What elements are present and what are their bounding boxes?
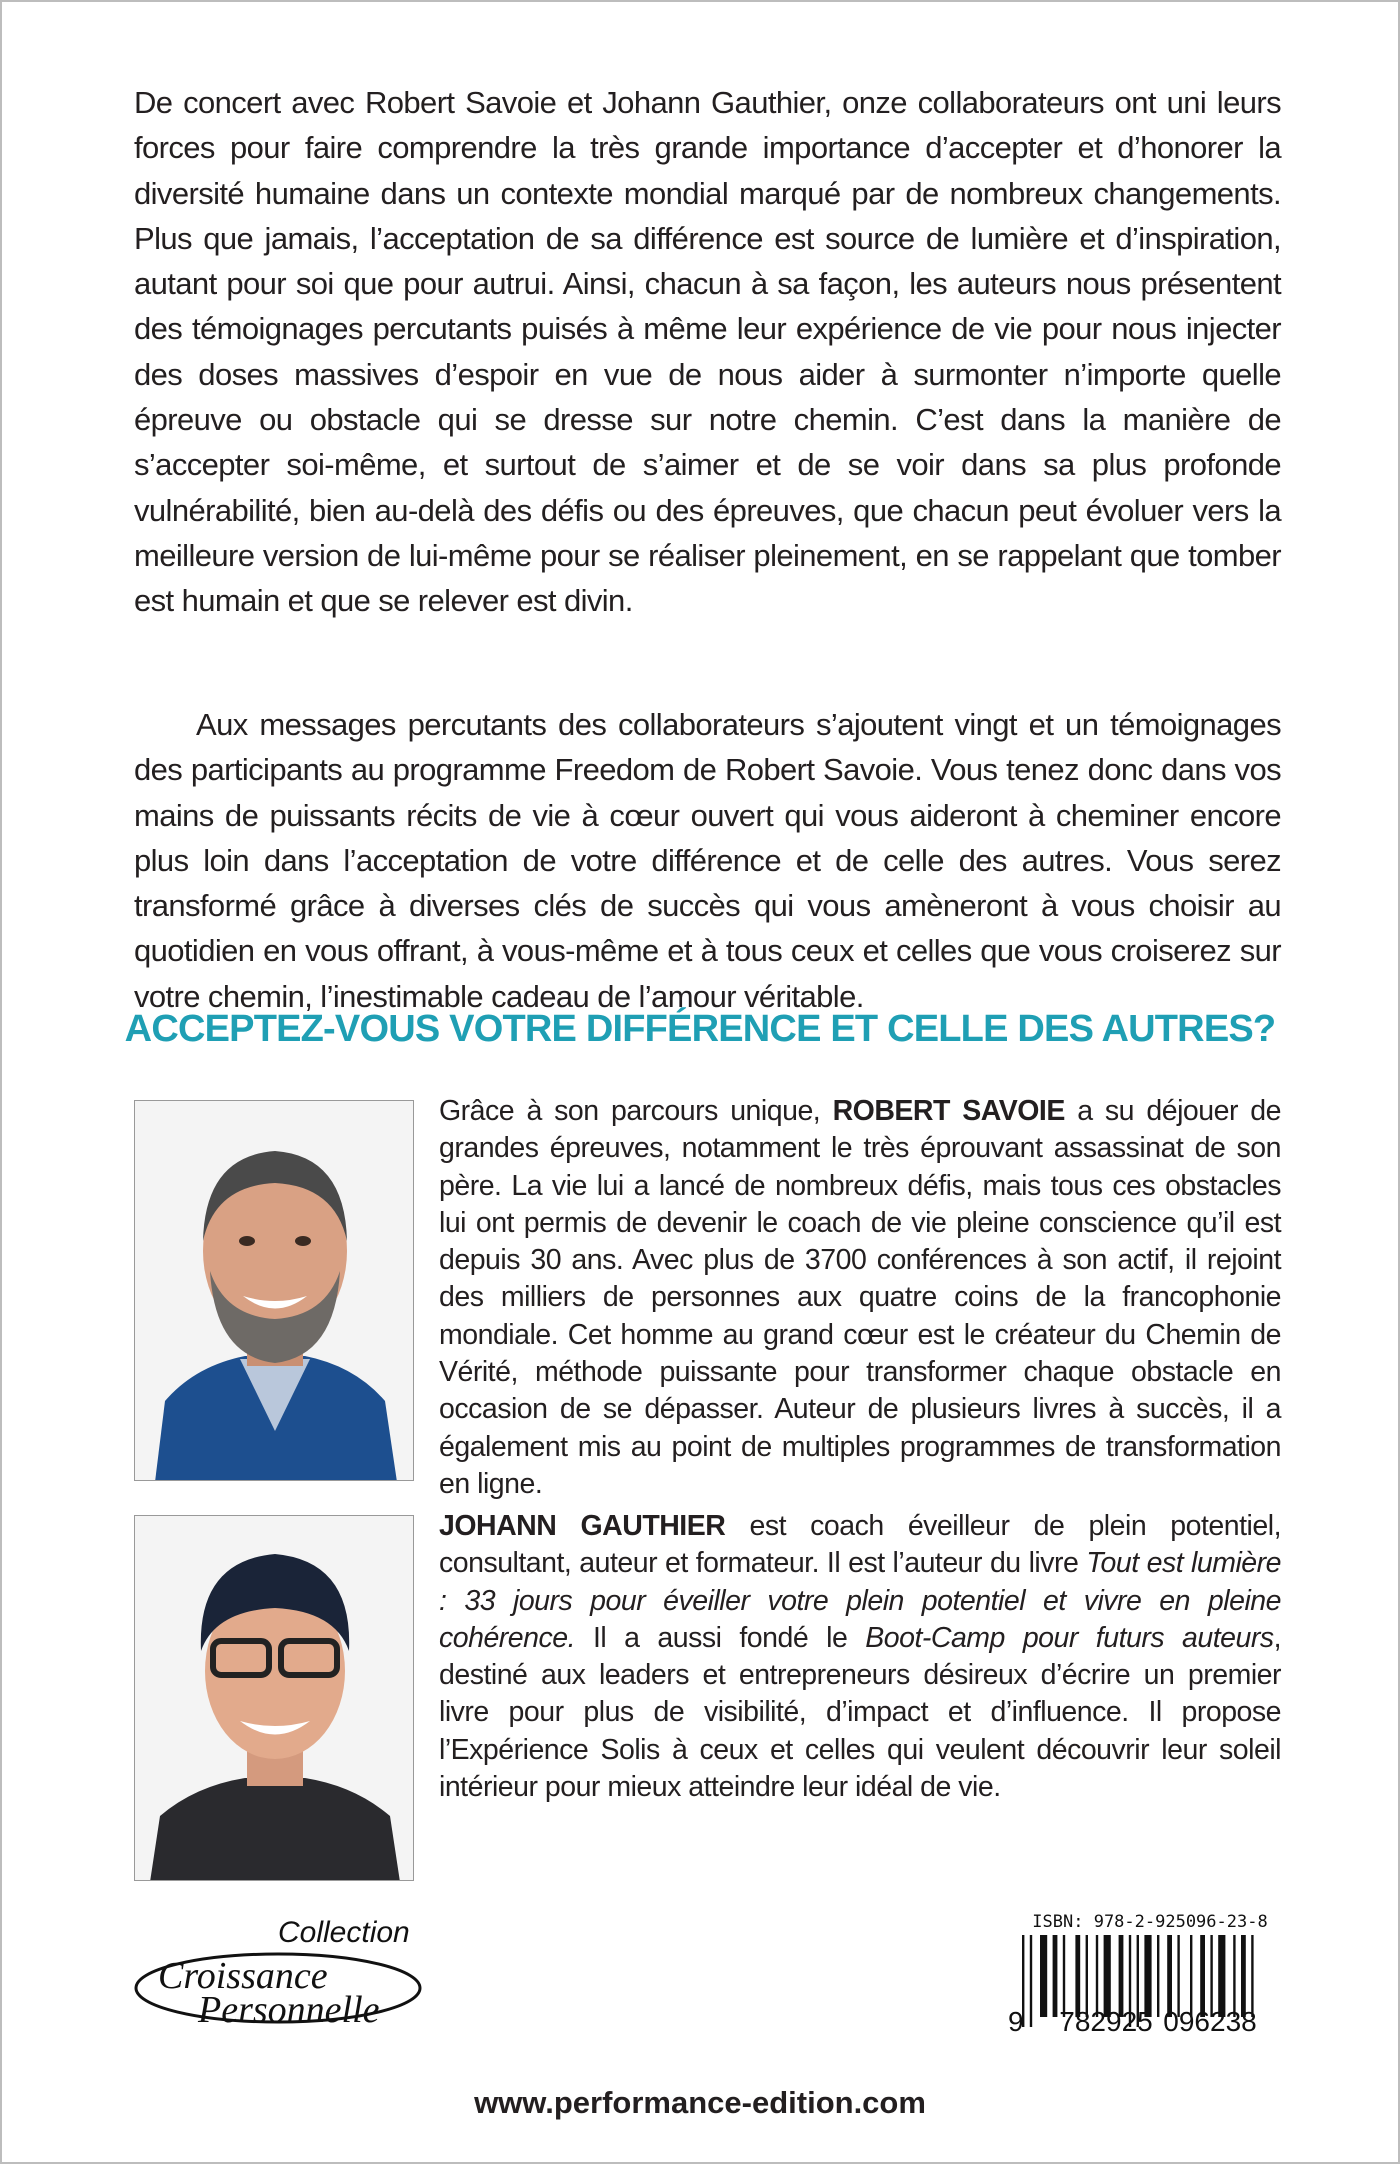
robert-savoie-bio	[439, 1093, 1281, 1503]
book-title: Tout est lumière : 33 jours pour éveiller votre plein potentiel et vivre en pleine cohérence.	[439, 1547, 1281, 1654]
intro-paragraph-2: Aux messages percutants des collaborateurs s’ajoutent vingt et un témoignages des participants au programme Freedom de Robert Savoie. Vous tenez donc dans vos mains de puissants récits de vie à cœur ouvert qui vous aideront à cheminer encore plus loin dans l’acceptation de votre différence et de celle des autres. Vous serez transformé grâce à diverses clés de succès qui vous amèneront à vous choisir au quotidien en vous offrant, à vous-même et à tous ceux et celles que vous croiserez sur votre chemin, l’inestimable cadeau de l’amour véritable.	[134, 707, 1281, 1014]
barcode-bar	[1096, 1935, 1098, 2017]
logo-collection-text: Collection	[278, 1916, 410, 1949]
barcode-bar	[1030, 1935, 1032, 2027]
barcode-bar	[1251, 1935, 1253, 2017]
isbn-digits-right: 096238	[1163, 2006, 1257, 2035]
barcode-bar	[1144, 1935, 1151, 2017]
collection-logo	[128, 1910, 428, 2035]
barcode-bar	[1086, 1935, 1088, 2017]
johann-gauthier-photo	[134, 1515, 414, 1881]
bio-text: Grâce à son parcours unique,	[439, 1095, 833, 1127]
intro-paragraph-1: De concert avec Robert Savoie et Johann Gauthier, onze collaborateurs ont uni leurs forces pour faire comprendre la très grande importance d’accepter et d’honorer la diversité humaine dans un contexte mondial marqué par de nombreux changements. Plus que jamais, l’acceptation de sa différence est source de lumière et d’inspiration, autant pour soi que pour autrui. Ainsi, chacun à sa façon, les auteurs nous présentent des témoignages percutants puisés à même leur expérience de vie pour nous injecter des doses massives d’espoir en vue de nous aider à surmonter n’importe quelle épreuve ou obstacle qui se dresse sur notre chemin. C’est dans la manière de s’accepter soi-même, et surtout de s’aimer et de se voir dans sa plus profonde vulnérabilité, bien au-delà des défis ou des épreuves, que chacun peut évoluer vers la meilleure version de lui-même pour se réaliser pleinement, en se rappelant que tomber est humain et que se relever est divin.	[134, 85, 1281, 619]
isbn-label: ISBN: 978-2-925096-23-8	[1032, 1912, 1268, 1932]
barcode-bar	[1190, 1935, 1192, 2017]
barcode-bar	[1157, 1935, 1159, 2017]
johann-gauthier-bio	[439, 1508, 1281, 1806]
bio-text: , destiné aux leaders et entrepreneurs désireux d’écrire un premier livre pour plus de visibilité, d’impact et d’influence. Il propose l’Expérience Solis à ceux et celles qui veulent découvrir leur soleil intérieur pour mieux atteindre leur idéal de vie.	[439, 1621, 1281, 1804]
barcode-bar	[1104, 1935, 1111, 2017]
isbn-digits-left: 782925	[1059, 2006, 1153, 2035]
barcode-bar	[1233, 1935, 1235, 2017]
author-name: ROBERT SAVOIE	[832, 1095, 1065, 1127]
bio-text: a su déjouer de grandes épreuves, notamment le très éprouvant assassinat de son père. La vie lui a lancé de nombreux défis, mais tous ces obstacles lui ont permis de devenir le coach de vie pleine conscience qu’il est depuis 30 ans. Avec plus de 3700 conférences à son actif, il rejoint des milliers de personnes aux quatre coins de la francophonie mondiale. Cet homme au grand cœur est le créateur du Chemin de Vérité, méthode puissante pour transformer chaque obstacle en occasion de se dépasser. Auteur de plusieurs livres à succès, il a également mis au point de multiples programmes de transformation en ligne.	[439, 1095, 1282, 1500]
barcode-bar	[1218, 1935, 1225, 2017]
barcode-bar	[1241, 1935, 1246, 2017]
barcode-bar	[1177, 1935, 1179, 2017]
program-title: Boot-Camp pour futurs auteurs	[865, 1621, 1274, 1654]
barcode-bar	[1167, 1935, 1172, 2017]
barcode-bar	[1200, 1935, 1205, 2017]
isbn-barcode	[1000, 1905, 1285, 2035]
barcode-bar	[1063, 1935, 1065, 2017]
bio-text: Il a aussi fondé le	[575, 1621, 866, 1654]
barcode-bar	[1119, 1935, 1124, 2017]
barcode-bar	[1053, 1935, 1058, 2017]
isbn-digit-lead: 9	[1008, 2006, 1024, 2035]
section-heading: ACCEPTEZ-VOUS VOTRE DIFFÉRENCE ET CELLE DES AUTRES?	[124, 1008, 1276, 1050]
logo-personnelle-text: Personnelle	[198, 1989, 380, 2031]
author-name: JOHANN GAUTHIER	[439, 1510, 726, 1542]
barcode-bar	[1075, 1935, 1080, 2017]
logo-croissance-text: Croissance	[158, 1955, 328, 1997]
barcode-bar	[1040, 1935, 1047, 2017]
barcode-bar	[1210, 1935, 1212, 2017]
bio-text: est coach éveilleur de plein potentiel, consultant, auteur et formateur. Il est l’auteur du livre	[439, 1510, 1281, 1580]
website-url[interactable]: www.performance-edition.com	[474, 2085, 926, 2120]
robert-savoie-photo	[134, 1100, 414, 1481]
